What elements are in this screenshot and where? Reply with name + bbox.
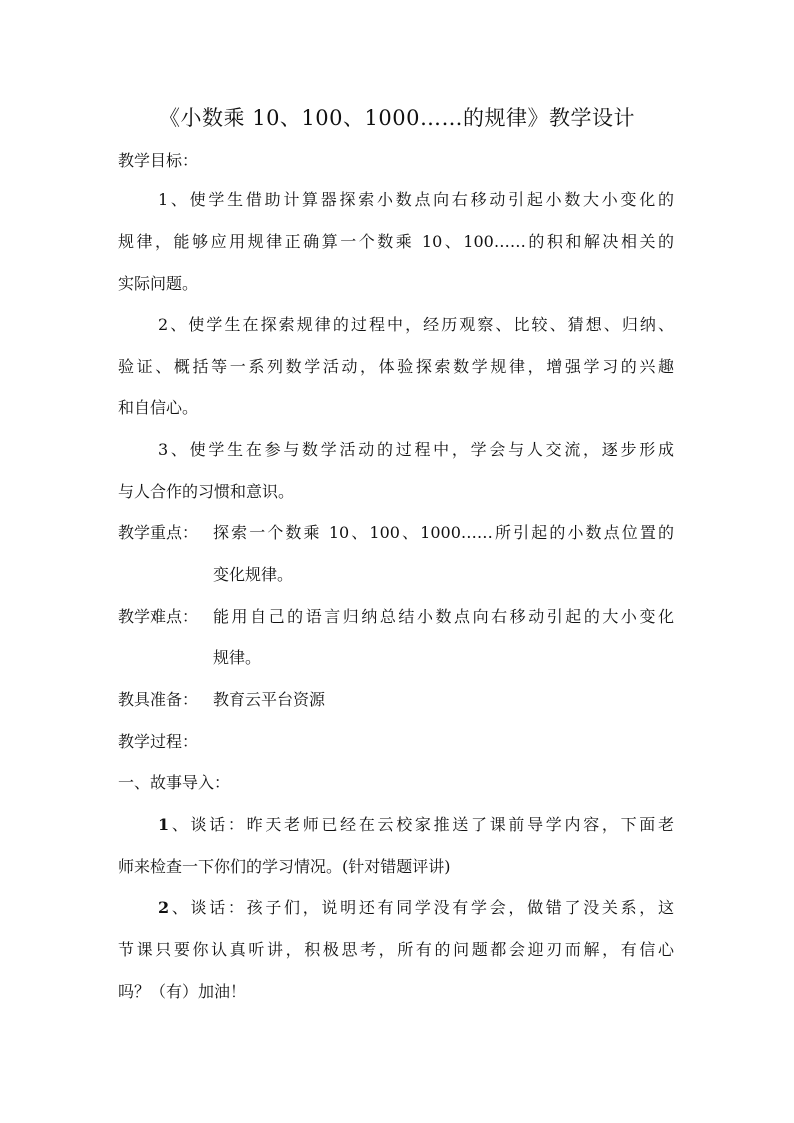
talk-1-line-1 — [158, 814, 674, 836]
objective-1-line-3: 实际问题。 — [118, 274, 199, 293]
talk-2-number: 2 — [158, 898, 170, 917]
talk-2-line-3: 吗？（有）加油！ — [118, 982, 247, 1001]
section-1-heading: 一、故事导入： — [118, 773, 231, 792]
talk-1-number: 1 — [158, 815, 170, 834]
objective-3-line-1: 3、使学生在参与数学活动的过程中，学会与人交流，逐步形成 — [158, 440, 674, 459]
objective-2-line-3: 和自信心。 — [118, 398, 199, 417]
key-point-line-2: 变化规律。 — [213, 565, 294, 584]
talk-2-text: 、谈话：孩子们，说明还有同学没有学会，做错了没关系，这 — [169, 898, 674, 917]
difficulty-label: 教学难点： — [118, 607, 199, 626]
talk-1-text: 、谈话：昨天老师已经在云校家推送了课前导学内容，下面老 — [169, 815, 674, 834]
key-point-line-1: 探索一个数乘 10、100、1000……所引起的小数点位置的 — [213, 523, 674, 542]
objective-1-line-1: 1、使学生借助计算器探索小数点向右移动引起小数大小变化的 — [158, 190, 674, 209]
difficulty-line-1: 能用自己的语言归纳总结小数点向右移动引起的大小变化 — [213, 607, 674, 626]
talk-2-line-1 — [158, 897, 674, 919]
document-title: 《小数乘 10、100、1000……的规律》教学设计 — [159, 106, 635, 130]
difficulty-line-2: 规律。 — [213, 648, 262, 667]
objective-2-line-2: 验证、概括等一系列数学活动，体验探索数学规律，增强学习的兴趣 — [118, 357, 674, 376]
talk-1-line-2: 师来检查一下你们的学习情况。(针对错题评讲) — [118, 857, 451, 876]
objectives-heading: 教学目标： — [118, 151, 199, 170]
key-point-label: 教学重点： — [118, 523, 199, 542]
tools-label: 教具准备： — [118, 690, 199, 709]
talk-2-line-2: 节课只要你认真听讲，积极思考，所有的问题都会迎刃而解，有信心 — [118, 940, 674, 959]
objective-2-line-1: 2、使学生在探索规律的过程中，经历观察、比较、猜想、归纳、 — [158, 315, 674, 334]
tools-value: 教育云平台资源 — [213, 690, 326, 709]
objective-1-line-2: 规律，能够应用规律正确算一个数乘 10、100……的积和解决相关的 — [118, 232, 674, 251]
process-heading: 教学过程： — [118, 732, 199, 751]
objective-3-line-2: 与人合作的习惯和意识。 — [118, 482, 295, 501]
